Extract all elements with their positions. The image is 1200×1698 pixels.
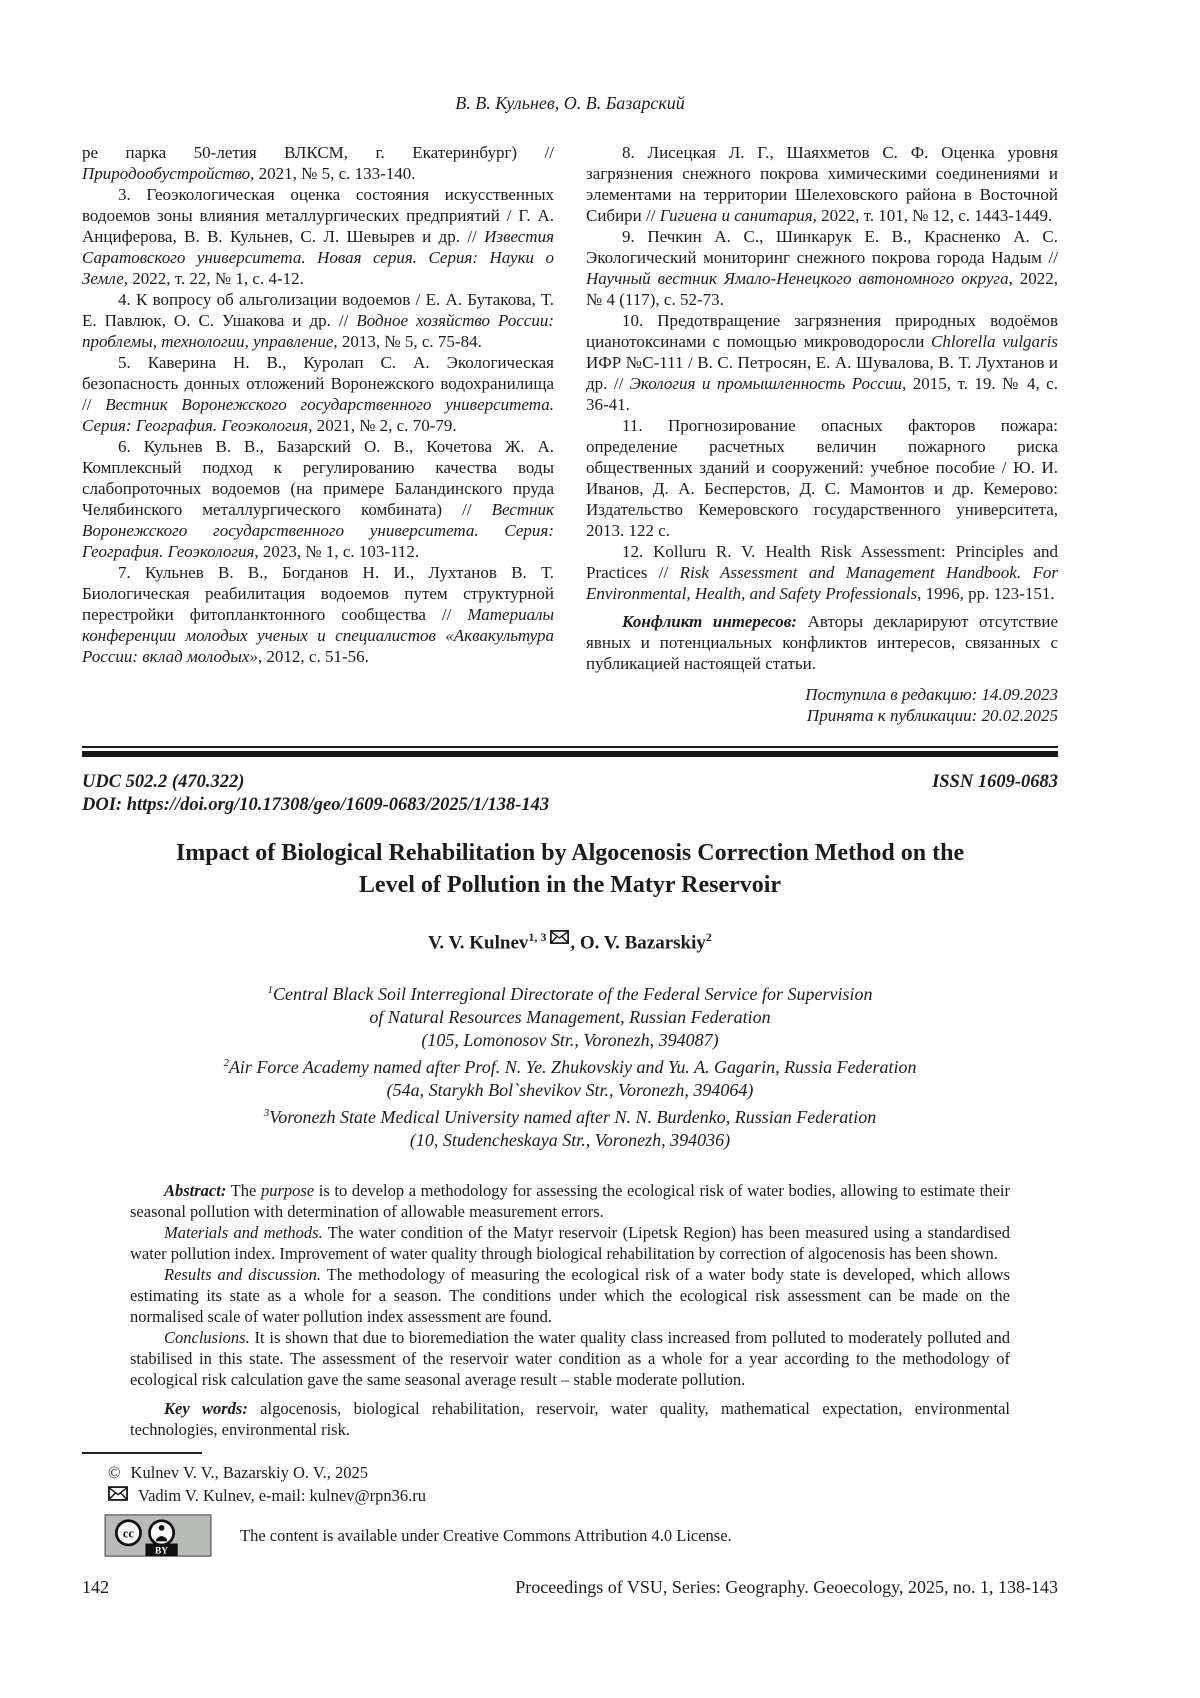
authors-line — [82, 925, 1058, 955]
affiliation-text: (10, Studencheskaya Str., Voronezh, 394036) — [409, 1130, 731, 1151]
reference-item: 8. Лисецкая Л. Г., Шаяхметов С. Ф. Оценка уровня загрязнения снежного покрова химическими соединениями и элементами на территории Шелеховского района в Восточной Сибири // Гигиена и санитария, 2022, т. 101, № 12, с. 1443-1449. — [586, 143, 1058, 225]
affiliation-line — [82, 1006, 1058, 1029]
abstract-paragraph: Key words: algocenosis, biological rehabilitation, reservoir, water quality, mathematical expectation, environmental technologies, environmental risk. — [130, 1399, 1011, 1440]
reference-item: 9. Печкин А. С., Шинкарук Е. В., Красненко А. С. Экологический мониторинг снежного покрова города Надым // Научный вестник Ямало-Ненецкого автономного округа, 2022, № 4 (117), с. 52-73. — [586, 227, 1059, 309]
reference-item: Поступила в редакцию: 14.09.2023 — [805, 685, 1058, 704]
email-icon — [550, 927, 569, 951]
affiliation-line — [82, 1129, 1058, 1152]
cc-by-strip-label: BY — [155, 1546, 169, 1557]
page-footer — [82, 1577, 1058, 1598]
journal-footer-line: Proceedings of VSU, Series: Geography. Geoecology, 2025, no. 1, 138-143 — [515, 1577, 1058, 1597]
affiliations-block — [82, 979, 1058, 1152]
abstract-paragraph: Conclusions. It is shown that due to bioremediation the water quality class increased from polluted to moderately polluted and stabilised in this state. The assessment of the reservoir water condition as a whole for a year according to the methodology of ecological risk calculation gave the same seasonal average result – stable moderate pollution. — [130, 1328, 1010, 1390]
affiliation-sup: 2 — [223, 1057, 229, 1070]
license-row — [82, 1514, 1058, 1557]
article-meta-row — [82, 771, 1058, 794]
affiliation-line — [82, 1029, 1058, 1052]
affiliation-text: (105, Lomonosov Str., Voronezh, 394087) — [421, 1030, 719, 1051]
reference-item: 11. Прогнозирование опасных факторов пожара: определение расчетных величин пожарного риска общественных зданий и сооружений: учебное пособие / Ю. И. Иванов, Д. А. Бесперстов, Д. С. Мамонтов и др. Кемерово: Издательство Кемеровского государственного университета, 2013. 122 с. — [586, 416, 1058, 540]
reference-item: Принята к публикации: 20.02.2025 — [806, 706, 1058, 725]
reference-item: 5. Каверина Н. В., Куролап С. А. Экологическая безопасность донных отложений Воронежского водохранилища // Вестник Воронежского государственного университета. Серия: География. Геоэкология, 2021, № 2, с. 70-79. — [82, 353, 554, 435]
cc-by-license-badge — [104, 1514, 212, 1557]
references-section — [82, 142, 1058, 726]
affiliation-text: (54a, Starykh Bol`shevikov Str., Voronezh, 394064) — [386, 1080, 754, 1101]
article-title: Impact of Biological Rehabilitation by Algocenosis Correction Method on the Level of Pollution in the Matyr Reservoir — [175, 840, 965, 898]
affiliation-text: of Natural Resources Management, Russian Federation — [369, 1007, 771, 1028]
email-icon — [108, 1484, 128, 1507]
affiliation-text: Voronezh State Medical University named after N. N. Burdenko, Russian Federation — [269, 1107, 877, 1128]
doi-link[interactable]: DOI: https://doi.org/10.17308/geo/1609-0683/2025/1/138-143 — [82, 795, 550, 815]
author-affiliation-sup-1: 1, 3 — [528, 930, 547, 944]
section-divider-rule — [82, 746, 1058, 757]
reference-item: 3. Геоэкологическая оценка состояния искусственных водоемов зоны влияния металлургических предприятий / Г. А. Анциферова, В. В. Кульнев, С. Л. Шевырев и др. // Известия Саратовского университета. Новая серия. Серия: Науки о Земле, 2022, т. 22, № 1, с. 4-12. — [82, 185, 554, 288]
cc-circle-label: cc — [122, 1527, 134, 1542]
affiliation-line — [82, 1102, 1058, 1129]
references-left-column — [82, 142, 554, 726]
email-address[interactable]: Vadim V. Kulnev, e-mail: kulnev@rpn36.ru — [138, 1486, 427, 1506]
copyright-text: Kulnev V. V., Bazarskiy O. V., 2025 — [130, 1463, 368, 1483]
affiliation-line — [82, 1052, 1058, 1079]
reference-item: 4. К вопросу об альголизации водоемов / Е. А. Бутакова, Т. Е. Павлюк, О. С. Ушакова и др. // Водное хозяйство России: проблемы, технологии, управление, 2013, № 5, с. 75-84. — [82, 290, 555, 351]
affiliation-sup: 1 — [267, 984, 273, 997]
affiliation-sup: 3 — [263, 1107, 270, 1120]
reference-item: 6. Кульнев В. В., Базарский О. В., Кочетова Ж. А. Комплексный подход к регулированию качества воды слабопроточных водоемов (на примере Баландинского пруда Челябинского металлургического комбината) // Вестник Воронежского государственного университета. Серия: География. Геоэкология, 2023, № 1, с. 103-112. — [82, 437, 554, 561]
affiliation-text: Central Black Soil Interregional Directorate of the Federal Service for Supervision — [272, 984, 873, 1005]
author-name-1: V. V. Kulnev — [428, 932, 529, 954]
abstract-paragraph: Abstract: The purpose is to develop a methodology for assessing the ecological risk of water bodies, allowing to estimate their seasonal pollution with determination of allowable measurement errors. — [130, 1181, 1010, 1222]
reference-item: 12. Kolluru R. V. Health Risk Assessment: Principles and Practices // Risk Assessment and Management Handbook. For Environmental, Health, and Safety Professionals, 1996, pp. 123-151. — [586, 542, 1058, 603]
copyright-line — [82, 1461, 1058, 1484]
issn-code: ISSN 1609-0683 — [932, 772, 1058, 792]
reference-item: Конфликт интересов: Авторы декларируют отсутствие явных и потенциальных конфликтов интересов, связанных с публикацией настоящей статьи. — [586, 612, 1058, 673]
author-affiliation-sup-2: 2 — [705, 930, 712, 944]
affiliation-text: Air Force Academy named after Prof. N. Ye. Zhukovskiy and Yu. A. Gagarin, Russia Federation — [228, 1057, 917, 1078]
reference-item: 7. Кульнев В. В., Богданов Н. И., Лухтанов В. Т. Биологическая реабилитация водоемов путем структурной перестройки фитопланктонного сообщества // Материалы конференции молодых ученых и специалистов «Аквакультура России: вклад молодых», 2012, с. 51-56. — [82, 563, 554, 666]
reference-item: 10. Предотвращение загрязнения природных водоёмов цианотоксинами с помощью микроводоросли Chlorella vulgaris ИФР №С-111 / В. С. Петросян, Е. А. Шувалова, В. Т. Лухтанов и др. // Экология и промышленность России, 2015, т. 19. № 4, с. 36-41. — [586, 311, 1058, 414]
page-number: 142 — [82, 1577, 109, 1597]
abstract-block — [130, 1180, 1010, 1440]
copyright-icon: © — [108, 1463, 121, 1483]
person-icon — [159, 1525, 165, 1531]
references-right-column — [586, 142, 1058, 726]
abstract-paragraph: Results and discussion. The methodology of measuring the ecological risk of a water body state is developed, which allows estimating its state as a whole for a season. The conditions under which the ecological risk assessment can be made on the normalised scale of water pollution index assessment are found. — [130, 1265, 1010, 1327]
affiliation-line — [82, 979, 1058, 1006]
reference-item: ре парка 50-летия ВЛКСМ, г. Екатеринбург) // Природообустройство, 2021, № 5, с. 133-140. — [82, 143, 554, 183]
corresponding-email-line — [82, 1484, 1058, 1507]
abstract-paragraph: Materials and methods. The water condition of the Matyr reservoir (Lipetsk Region) has been measured using a standardised water pollution index. Improvement of water quality through biological rehabilitation by correction of algocenosis has been shown. — [130, 1223, 1010, 1264]
running-head: В. В. Кульнев, О. В. Базарский — [455, 93, 685, 113]
page-content — [0, 92, 1200, 1557]
footnote-rule — [82, 1452, 202, 1454]
footnote-block — [82, 1452, 1058, 1557]
license-text: The content is available under Creative Commons Attribution 4.0 License. — [240, 1525, 732, 1545]
udc-code: UDC 502.2 (470.322) — [82, 772, 245, 792]
affiliation-line — [82, 1079, 1058, 1102]
author-name-2: , O. V. Bazarskiy — [570, 932, 706, 954]
